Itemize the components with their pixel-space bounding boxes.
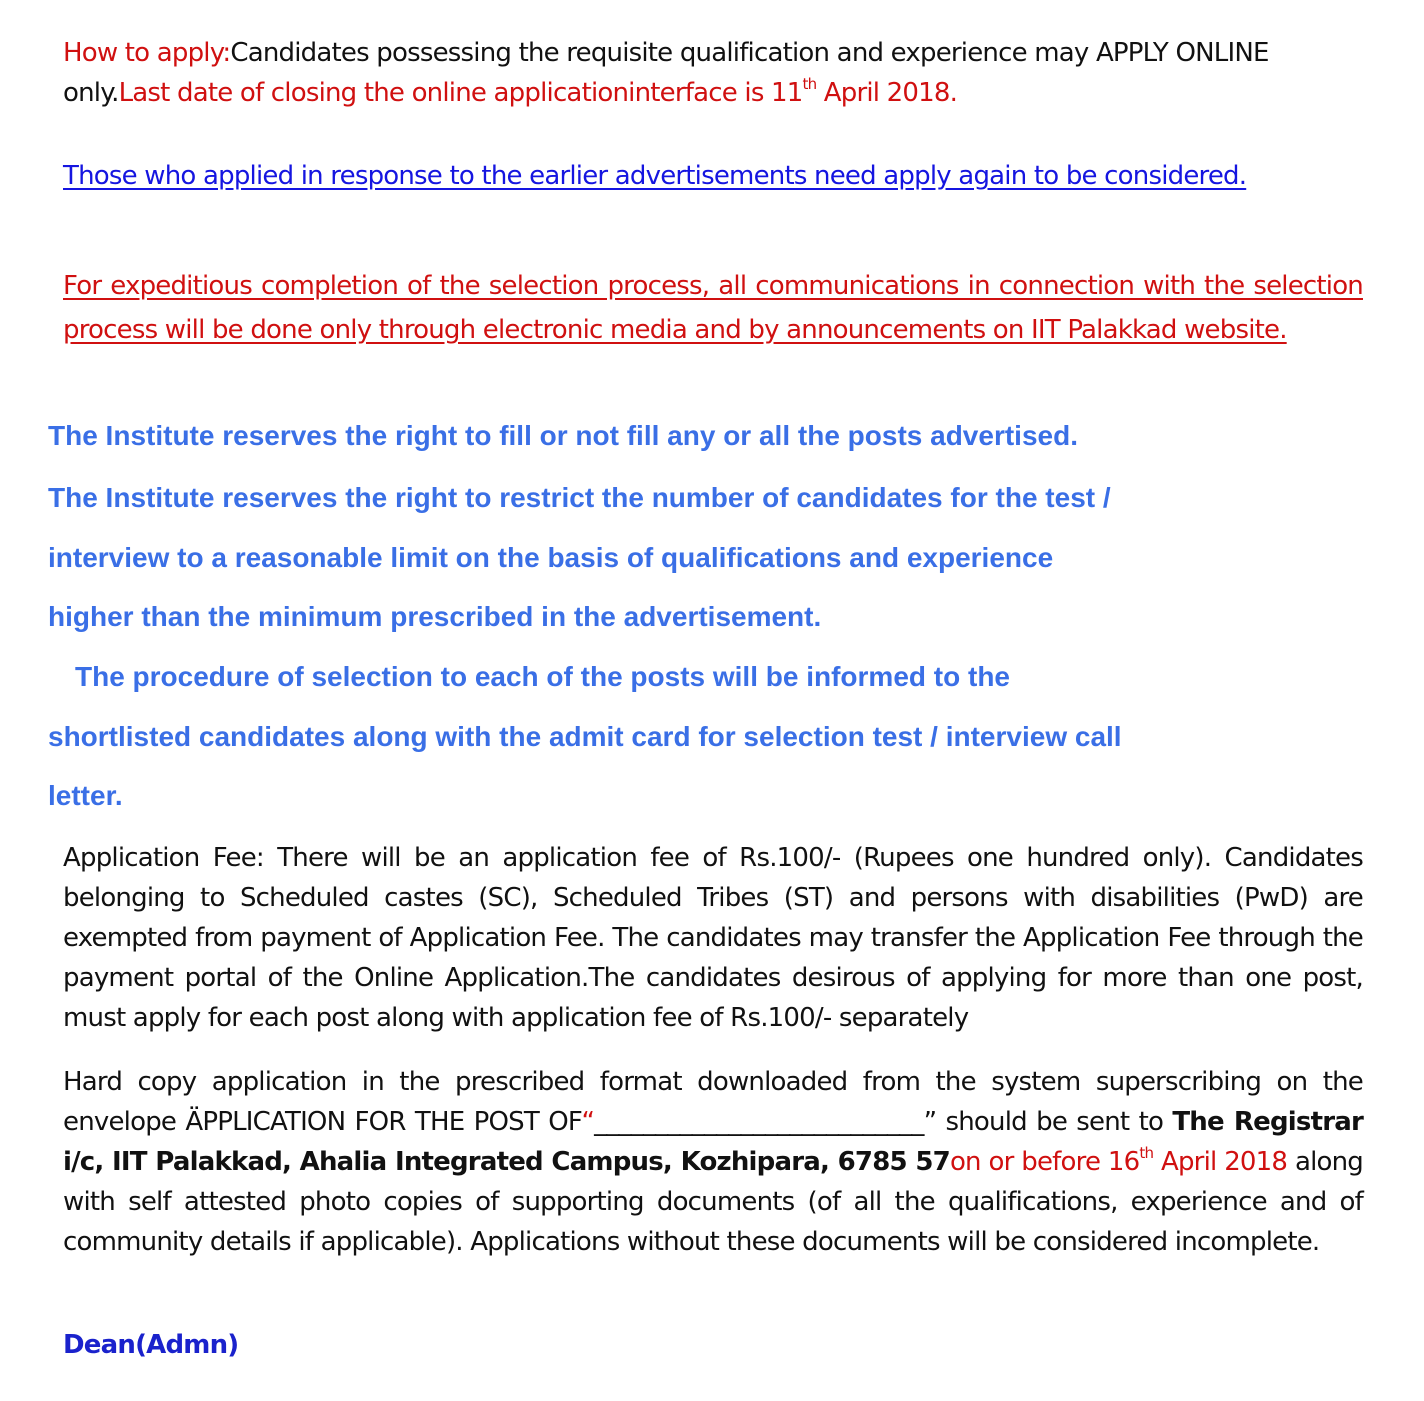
application-fee-paragraph: Application Fee: There will be an application fee of Rs.100/- (Rupees one hundred only). Candidates belonging to Scheduled castes (SC), Scheduled Tribes (ST) and persons with disabilities (PwD) are exempted from payment of Application Fee. The candidates may transfer the Application Fee through the payment portal of the Online Application.The candidates desirous of applying for more than one post, must apply for each post along with application fee of Rs.100/- separately bbox=[63, 843, 1363, 1033]
hard-copy-details: along with self attested photo copies of supporting documents (of all the qualifications, experience and of community details if applicable). Applications without these documents will be considered incomplete. bbox=[63, 1147, 1363, 1257]
hard-copy-deadline-suffix: April 2018 bbox=[1153, 1147, 1288, 1177]
earlier-applicants-notice: Those who applied in response to the earlier advertisements need apply again to be considered. bbox=[63, 161, 1247, 191]
signature: Dean(Admn) bbox=[63, 1330, 239, 1360]
hard-copy-deadline bbox=[949, 1144, 1288, 1177]
hard-copy-deadline-sup: th bbox=[1139, 1144, 1154, 1162]
registrar-address: The Registrar i/c, IIT Palakkad, Ahalia Integrated Campus, Kozhipara, 6785 57 bbox=[63, 1107, 1363, 1177]
hard-copy-intro: Hard copy application in the prescribed format downloaded from the system superscribing on the envelope ÄPPLICATION FOR THE POST OF bbox=[63, 1067, 1363, 1137]
online-deadline bbox=[118, 75, 958, 108]
how-to-apply-paragraph bbox=[63, 33, 1363, 113]
online-deadline-suffix: April 2018. bbox=[816, 78, 958, 108]
reservation-line-2: The Institute reserves the right to restrict the number of candidates for the test / bbox=[48, 482, 1111, 513]
reservation-line-4: higher than the minimum prescribed in the advertisement. bbox=[48, 601, 822, 632]
reservation-line-1: The Institute reserves the right to fill or not fill any or all the posts advertised. bbox=[48, 420, 1078, 451]
communication-notice: For expeditious completion of the selection process, all communications in connection with the selection process will be done only through electronic media and by announcements on IIT Palakkad website. bbox=[63, 271, 1363, 345]
hard-copy-paragraph bbox=[63, 1062, 1363, 1262]
how-to-apply-label: How to apply: bbox=[63, 38, 231, 68]
post-name-quote-open: “ bbox=[581, 1107, 595, 1137]
hard-copy-deadline-prefix: on or before 16 bbox=[949, 1147, 1140, 1177]
reservation-line-5: The procedure of selection to each of the posts will be informed to the bbox=[75, 661, 1010, 692]
post-name-quote-close: ” bbox=[923, 1107, 937, 1137]
how-to-apply-text: Candidates possessing the requisite qualification and experience may APPLY ONLINE only. bbox=[63, 38, 1269, 108]
post-name-blank: ___________________________ bbox=[594, 1107, 924, 1137]
reservation-line-6: shortlisted candidates along with the admit card for selection test / interview call bbox=[48, 721, 1122, 752]
online-deadline-prefix: Last date of closing the online applicationinterface is 11 bbox=[118, 78, 803, 108]
hard-copy-send-to: should be sent to bbox=[936, 1107, 1173, 1137]
online-deadline-sup: th bbox=[802, 75, 817, 93]
reservation-line-3: interview to a reasonable limit on the basis of qualifications and experience bbox=[48, 542, 1054, 573]
reservation-line-7: letter. bbox=[48, 780, 123, 811]
